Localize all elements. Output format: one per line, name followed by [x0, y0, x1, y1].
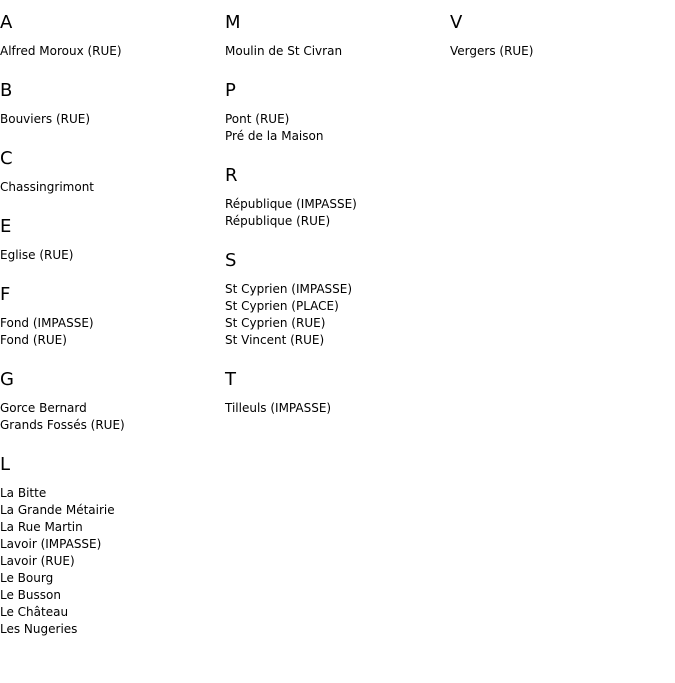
- street-list: [0, 315, 225, 349]
- letter-group-l: [0, 454, 225, 638]
- group-letter: T: [225, 369, 236, 390]
- group-letter: C: [0, 148, 13, 169]
- group-letter: M: [225, 12, 241, 33]
- street-link[interactable]: Grands Fossés (RUE): [0, 418, 125, 432]
- street-list: [0, 247, 225, 264]
- street-link[interactable]: Eglise (RUE): [0, 248, 74, 262]
- letter-group-v: [450, 12, 675, 60]
- group-letter: P: [225, 80, 236, 101]
- street-link[interactable]: Chassingrimont: [0, 180, 95, 194]
- street-link[interactable]: La Bitte: [0, 486, 47, 500]
- letter-group-a: [0, 12, 225, 60]
- group-letter: A: [0, 12, 13, 33]
- group-letter: B: [0, 80, 13, 101]
- street-link[interactable]: Le Busson: [0, 588, 61, 602]
- street-link[interactable]: Fond (IMPASSE): [0, 316, 94, 330]
- group-letter: G: [0, 369, 14, 390]
- letter-group-e: [0, 216, 225, 264]
- letter-group-b: [0, 80, 225, 128]
- street-link[interactable]: St Vincent (RUE): [225, 333, 325, 347]
- group-letter: F: [0, 284, 11, 305]
- street-link[interactable]: République (IMPASSE): [225, 197, 357, 211]
- street-link[interactable]: Bouviers (RUE): [0, 112, 91, 126]
- street-index-column-1: [0, 0, 225, 658]
- street-list: [225, 111, 450, 145]
- street-link[interactable]: Vergers (RUE): [450, 44, 534, 58]
- street-index-column-2: [225, 0, 450, 437]
- letter-group-p: [225, 80, 450, 145]
- group-letter: S: [225, 250, 237, 271]
- street-link[interactable]: Le Bourg: [0, 571, 54, 585]
- street-list: [450, 43, 675, 60]
- street-link[interactable]: Fond (RUE): [0, 333, 67, 347]
- street-link[interactable]: St Cyprien (IMPASSE): [225, 282, 353, 296]
- street-link[interactable]: Alfred Moroux (RUE): [0, 44, 122, 58]
- group-letter: E: [0, 216, 12, 237]
- street-link[interactable]: République (RUE): [225, 214, 331, 228]
- street-link[interactable]: Lavoir (RUE): [0, 554, 75, 568]
- street-link[interactable]: St Cyprien (PLACE): [225, 299, 339, 313]
- letter-group-r: [225, 165, 450, 230]
- letter-group-s: [225, 250, 450, 349]
- letter-group-g: [0, 369, 225, 434]
- street-link[interactable]: Moulin de St Civran: [225, 44, 343, 58]
- street-list: [0, 400, 225, 434]
- street-link[interactable]: Gorce Bernard: [0, 401, 87, 415]
- street-list: [225, 400, 450, 417]
- street-list: [225, 43, 450, 60]
- street-link[interactable]: La Rue Martin: [0, 520, 83, 534]
- street-link[interactable]: La Grande Métairie: [0, 503, 115, 517]
- street-list: [0, 43, 225, 60]
- street-list: [0, 485, 225, 638]
- street-link[interactable]: Lavoir (IMPASSE): [0, 537, 102, 551]
- street-link[interactable]: Pont (RUE): [225, 112, 290, 126]
- letter-group-c: [0, 148, 225, 196]
- street-link[interactable]: Tilleuls (IMPASSE): [225, 401, 332, 415]
- street-link[interactable]: Le Château: [0, 605, 69, 619]
- street-list: [225, 281, 450, 349]
- street-link[interactable]: Pré de la Maison: [225, 129, 324, 143]
- street-list: [0, 111, 225, 128]
- street-index-column-3: [450, 0, 675, 80]
- letter-group-t: [225, 369, 450, 417]
- group-letter: V: [450, 12, 463, 33]
- group-letter: R: [225, 165, 238, 186]
- letter-group-m: [225, 12, 450, 60]
- street-link[interactable]: Les Nugeries: [0, 622, 78, 636]
- letter-group-f: [0, 284, 225, 349]
- group-letter: L: [0, 454, 11, 475]
- street-list: [225, 196, 450, 230]
- street-link[interactable]: St Cyprien (RUE): [225, 316, 326, 330]
- street-list: [0, 179, 225, 196]
